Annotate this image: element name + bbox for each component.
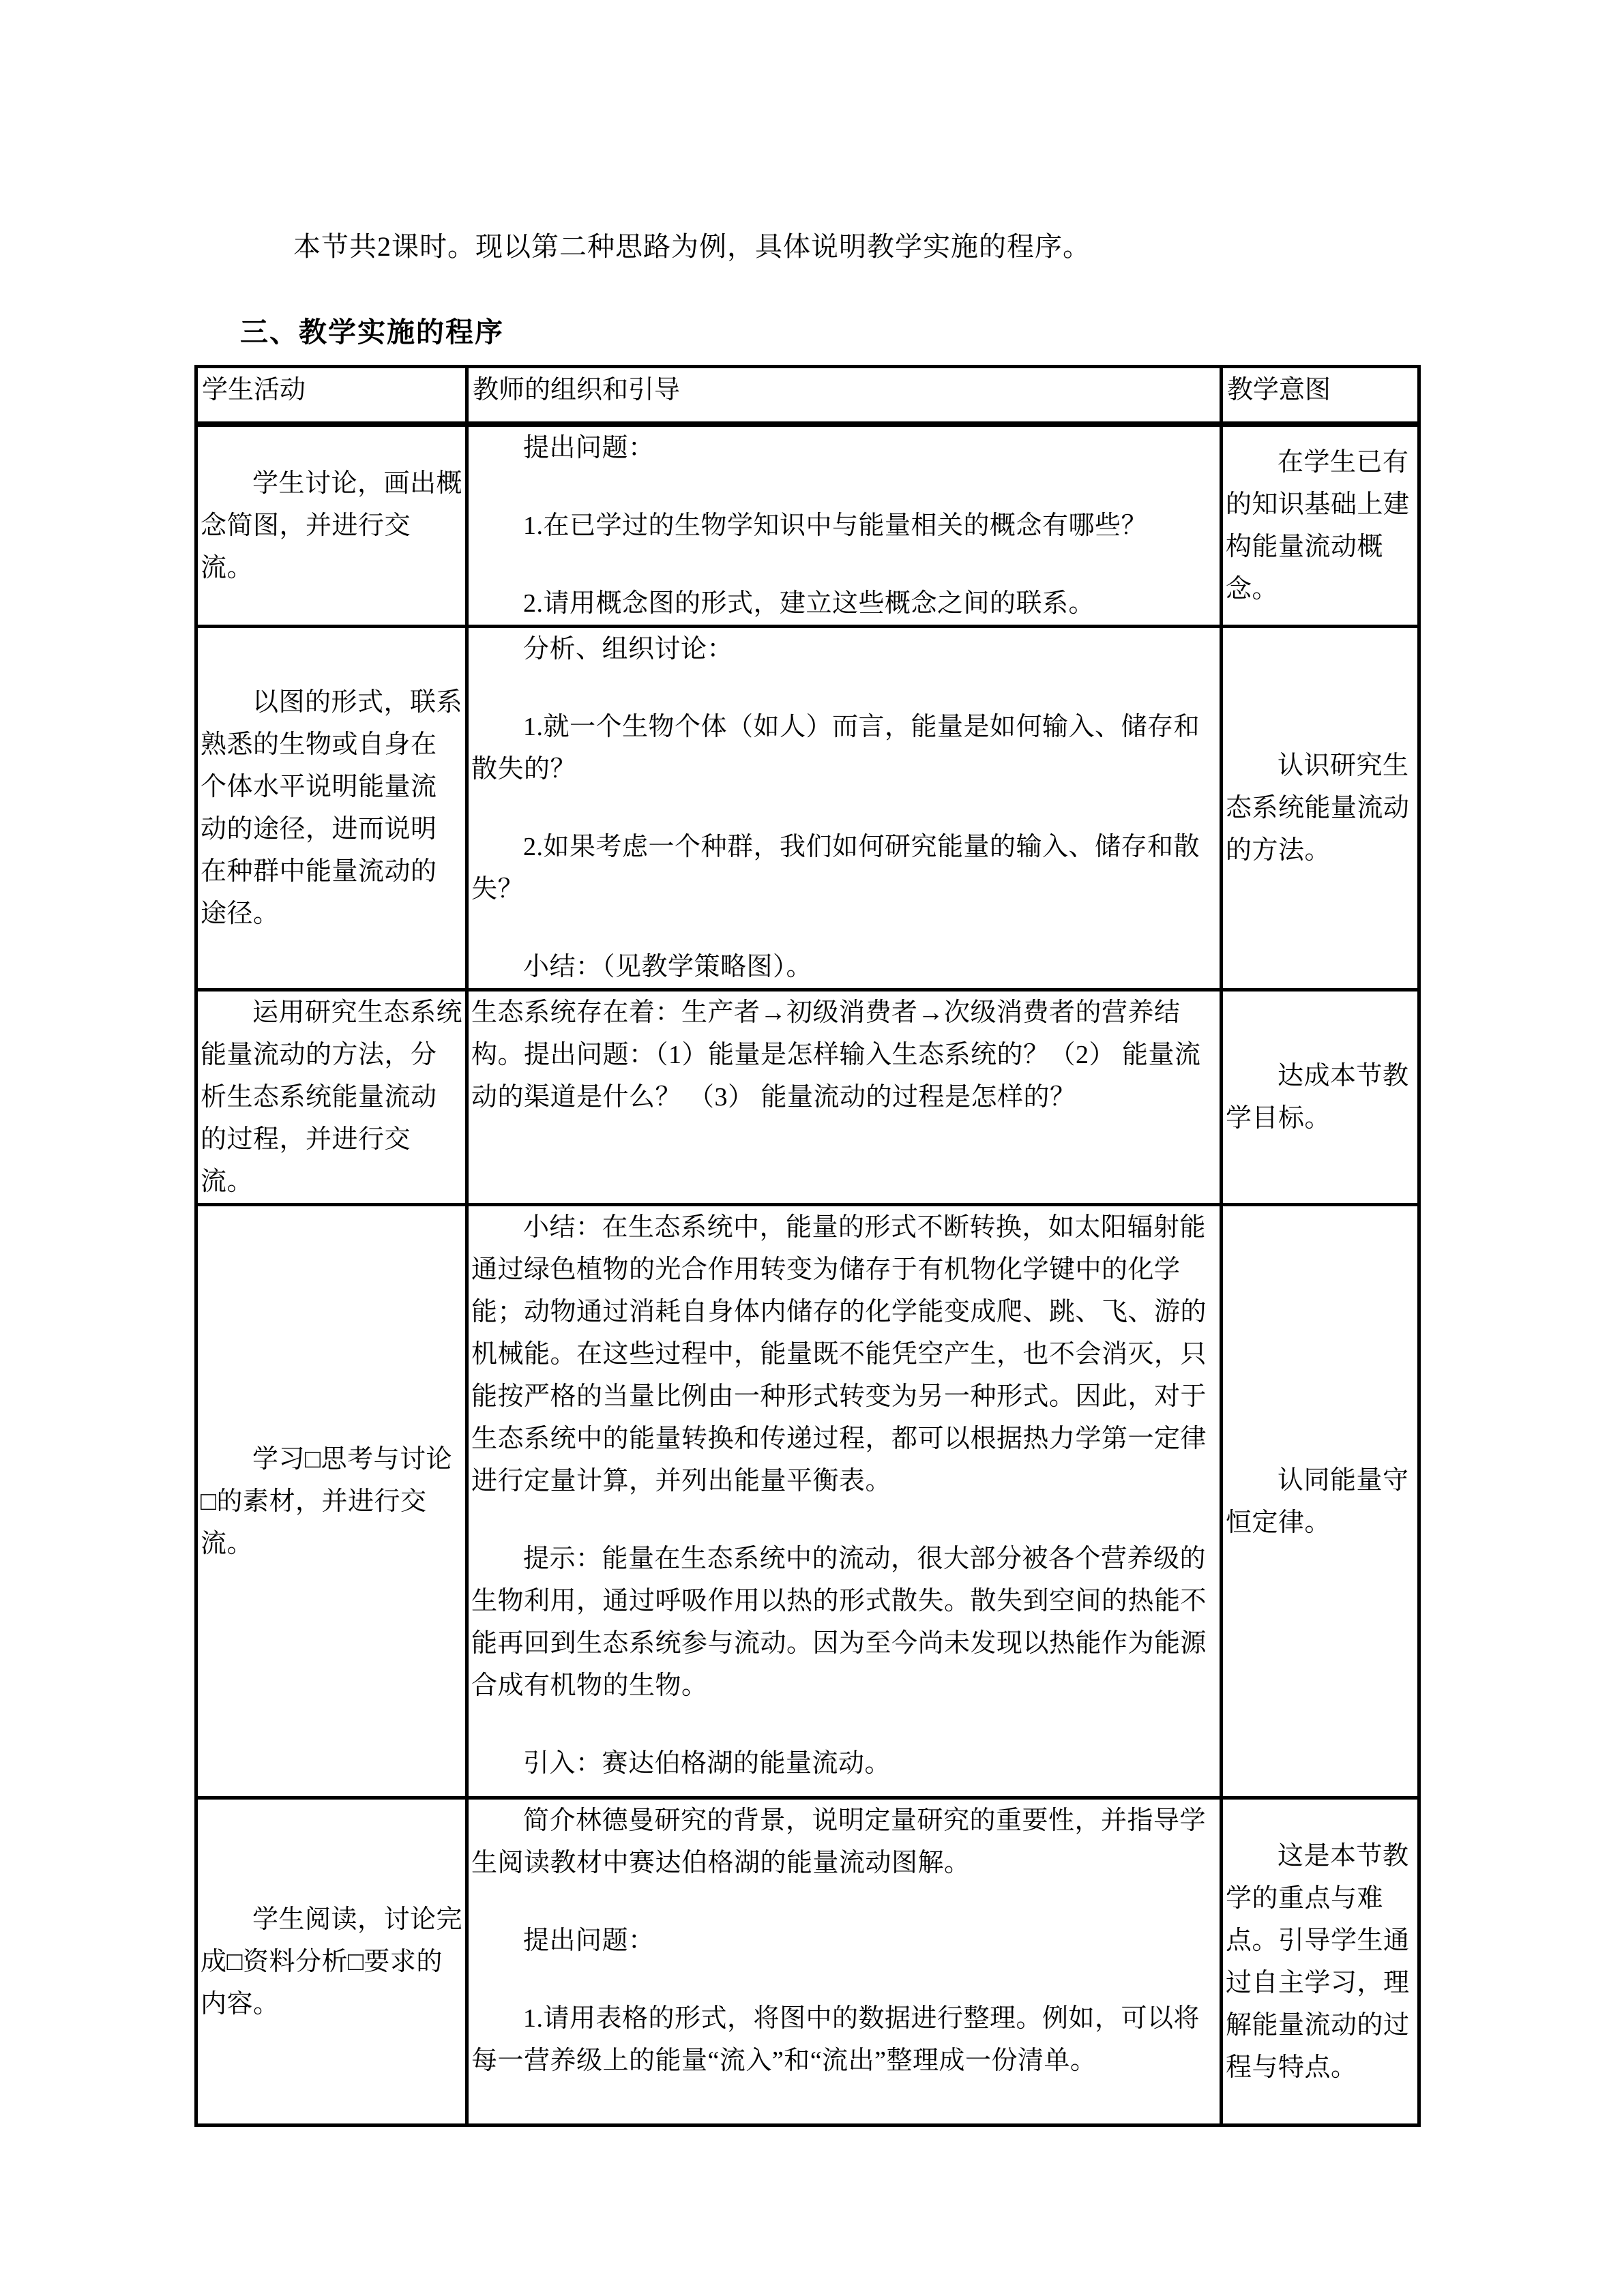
table-row bbox=[196, 1205, 1419, 1798]
paragraph: 学生阅读，讨论完成□资料分析□要求的内容。 bbox=[201, 1905, 463, 2018]
table-row bbox=[196, 627, 1419, 990]
teaching-procedure-table bbox=[194, 365, 1421, 2127]
paragraph: 运用研究生态系统能量流动的方法，分析生态系统能量流动的过程，并进行交流。 bbox=[201, 998, 463, 1196]
paragraph: 2.请用概念图的形式，建立这些概念之间的联系。 bbox=[523, 589, 1095, 618]
paragraph: 1.在已学过的生物学知识中与能量相关的概念有哪些？ bbox=[523, 511, 1148, 540]
table-row bbox=[196, 990, 1419, 1205]
paragraph: 以图的形式，联系熟悉的生物或自身在个体水平说明能量流动的途径，进而说明在种群中能量流动的途径。 bbox=[201, 688, 463, 928]
paragraph: 简介林德曼研究的背景，说明定量研究的重要性，并指导学生阅读教材中赛达伯格湖的能量流动图解。 bbox=[471, 1806, 1207, 1877]
cell-teacher-guidance bbox=[467, 627, 1222, 990]
paragraph: 2.如果考虑一个种群，我们如何研究能量的输入、储存和散失？ bbox=[471, 833, 1200, 904]
paragraph: 小结：（见教学策略图）。 bbox=[523, 953, 813, 981]
paragraph: 分析、组织讨论： bbox=[523, 635, 734, 664]
paragraph: 生态系统存在着：生产者→初级消费者→次级消费者的营养结构。提出问题：（1）能量是怎样输入生态系统的？（2） 能量流动的渠道是什么？ （3） 能量流动的过程是怎样的？ bbox=[471, 998, 1201, 1112]
intro-paragraph: 本节共2课时。现以第二种思路为例，具体说明教学实施的程序。 bbox=[293, 231, 1091, 262]
paragraph: 在学生已有的知识基础上建构能量流动概念。 bbox=[1226, 448, 1410, 603]
column-header-teaching-intent: 教学意图 bbox=[1222, 367, 1419, 425]
paragraph: 提出问题： bbox=[523, 434, 655, 462]
paragraph: 学习□思考与讨论□的素材，并进行交流。 bbox=[201, 1444, 452, 1558]
cell-teaching-intent bbox=[1222, 627, 1419, 990]
table-row bbox=[196, 424, 1419, 627]
cell-teacher-guidance bbox=[467, 990, 1222, 1205]
column-header-student-activity: 学生活动 bbox=[196, 367, 467, 425]
paragraph: 达成本节教学目标。 bbox=[1226, 1062, 1409, 1133]
paragraph: 1.请用表格的形式，将图中的数据进行整理。例如，可以将每一营养级上的能量“流入”和“流出”整理成一份清单。 bbox=[471, 2004, 1200, 2075]
paragraph: 1.就一个生物个体（如人）而言，能量是如何输入、储存和散失的？ bbox=[471, 713, 1200, 784]
paragraph: 这是本节教学的重点与难点。引导学生通过自主学习，理解能量流动的过程与特点。 bbox=[1226, 1841, 1410, 2082]
section-heading: 三、教学实施的程序 bbox=[240, 316, 504, 348]
paragraph: 认识研究生态系统能量流动的方法。 bbox=[1226, 751, 1410, 865]
cell-teaching-intent bbox=[1222, 424, 1419, 627]
paragraph: 引入：赛达伯格湖的能量流动。 bbox=[523, 1749, 891, 1778]
paragraph: 提出问题： bbox=[523, 1926, 655, 1955]
column-header-teacher-guidance: 教师的组织和引导 bbox=[467, 367, 1222, 425]
cell-teacher-guidance bbox=[467, 1798, 1222, 2126]
cell-student-activity bbox=[196, 1798, 467, 2126]
cell-teacher-guidance bbox=[467, 424, 1222, 627]
paragraph: 提示：能量在生态系统中的流动，很大部分被各个营养级的生物利用，通过呼吸作用以热的形式散失。散失到空间的热能不能再回到生态系统参与流动。因为至今尚未发现以热能作为能源合成有机物的生物。 bbox=[471, 1545, 1207, 1700]
cell-teaching-intent bbox=[1222, 1205, 1419, 1798]
cell-student-activity bbox=[196, 627, 467, 990]
cell-student-activity bbox=[196, 990, 467, 1205]
table-row bbox=[196, 1798, 1419, 2126]
paragraph: 认同能量守恒定律。 bbox=[1226, 1465, 1409, 1537]
paragraph: 小结：在生态系统中，能量的形式不断转换，如太阳辐射能通过绿色植物的光合作用转变为储存于有机物化学键中的化学能；动物通过消耗自身体内储存的化学能变成爬、跳、飞、游的机械能。在这些过程中，能量既不能凭空产生，也不会消灭，只能按严格的当量比例由一种形式转变为另一种形式。因此，对于生态系统中的能量转换和传递过程，都可以根据热力学第一定律进行定量计算，并列出能量平衡表。 bbox=[471, 1213, 1207, 1495]
table-header-row bbox=[196, 367, 1419, 425]
cell-teacher-guidance bbox=[467, 1205, 1222, 1798]
paragraph: 学生讨论，画出概念简图，并进行交流。 bbox=[201, 469, 463, 582]
cell-teaching-intent bbox=[1222, 1798, 1419, 2126]
cell-teaching-intent bbox=[1222, 990, 1419, 1205]
cell-student-activity bbox=[196, 1205, 467, 1798]
cell-student-activity bbox=[196, 424, 467, 627]
